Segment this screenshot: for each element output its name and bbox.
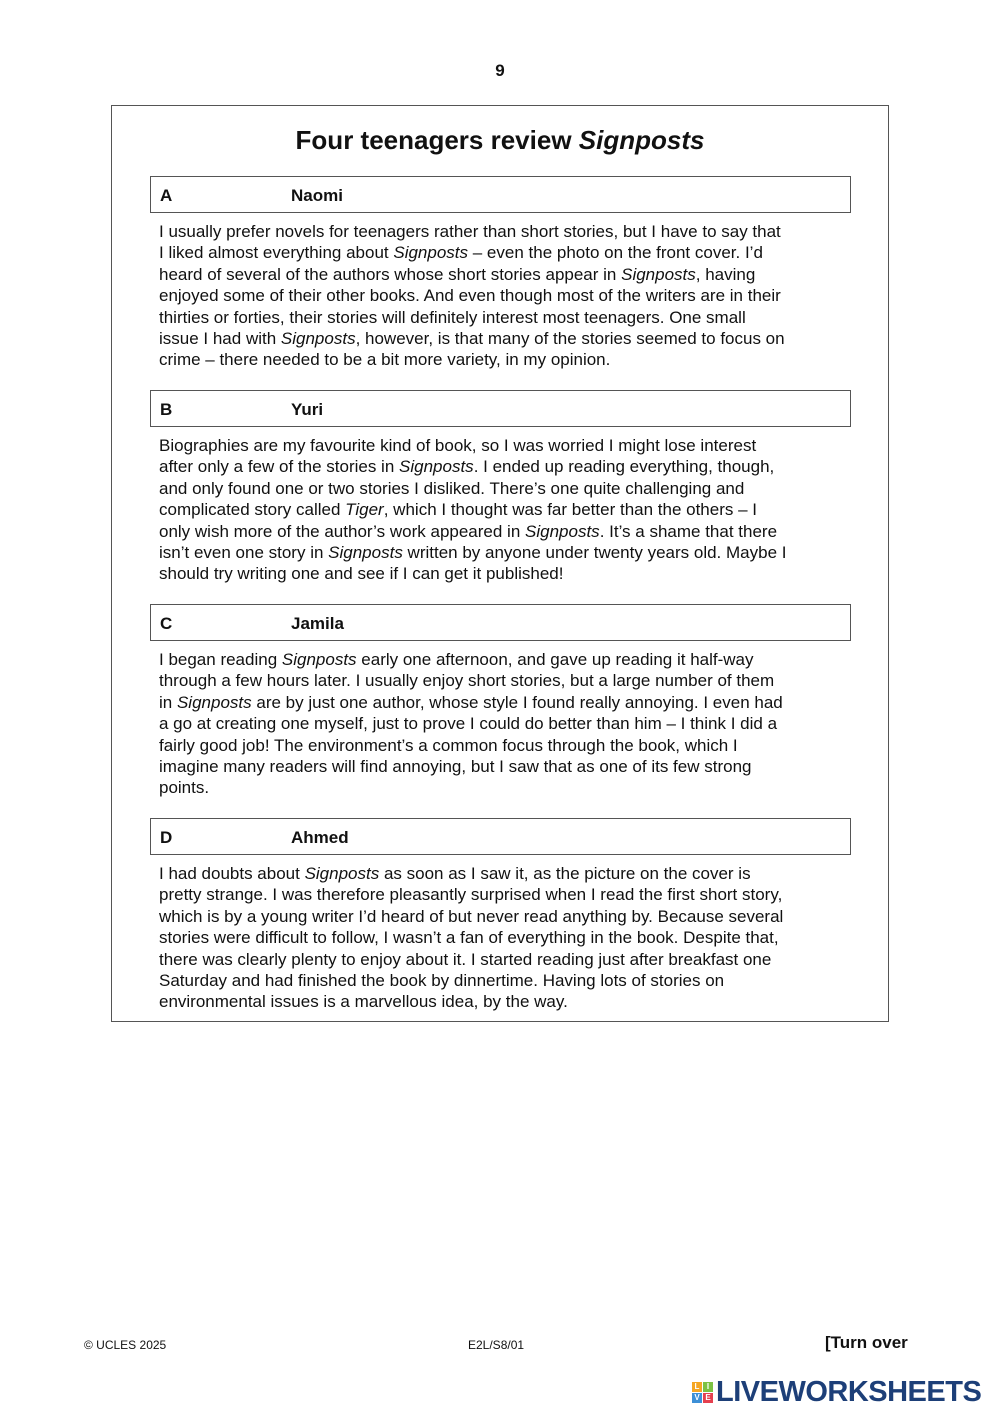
review-line xyxy=(159,884,851,905)
review-line xyxy=(159,563,851,584)
logo-tile: E xyxy=(703,1393,713,1403)
turn-over: [Turn over xyxy=(825,1333,908,1352)
review-line xyxy=(159,970,851,991)
italic-title: Signposts xyxy=(280,329,356,349)
review-line xyxy=(159,713,851,734)
text-run: there was clearly plenty to enjoy about it. I started reading just after breakfast one xyxy=(159,949,772,969)
text-run: are by just one author, whose style I found really annoying. I even had xyxy=(251,692,783,712)
reviewer-name: Naomi xyxy=(291,186,343,205)
text-run: , however, is that many of the stories seemed to focus on xyxy=(355,329,785,349)
text-run: through a few hours later. I usually enjoy short stories, but a large number of them xyxy=(159,671,775,691)
text-run: issue I had with xyxy=(159,329,281,349)
text-run: I liked almost everything about xyxy=(159,243,394,263)
logo-tiles-icon xyxy=(692,1382,713,1403)
text-run: pretty strange. I was therefore pleasantly surprised when I read the first short story, xyxy=(159,885,783,905)
review-line xyxy=(159,756,851,777)
text-run: I began reading xyxy=(159,650,282,669)
text-run: – even the photo on the front cover. I’d xyxy=(468,243,763,263)
review-line xyxy=(159,435,851,456)
review-line xyxy=(159,328,851,349)
text-run: which is by a young writer I’d heard of but never read anything by. Because several xyxy=(159,906,784,926)
text-run: environmental issues is a marvellous idea, by the way. xyxy=(159,992,568,1012)
review-line xyxy=(159,542,851,563)
review-header xyxy=(150,390,851,427)
text-run: imagine many readers will find annoying, but I saw that as one of its few strong xyxy=(159,757,752,777)
review-letter: A xyxy=(160,186,173,205)
reviewer-name: Jamila xyxy=(291,614,344,633)
review-section-c xyxy=(150,604,851,799)
text-run: crime – there needed to be a bit more variety, in my opinion. xyxy=(159,350,611,370)
reviewer-name: Yuri xyxy=(291,400,324,419)
review-line xyxy=(159,991,851,1012)
page-title xyxy=(0,125,1000,156)
text-run: , which I thought was far better than the others – I xyxy=(383,500,758,520)
review-line xyxy=(159,242,851,263)
copyright: © UCLES 2025 xyxy=(84,1338,167,1352)
text-run: Biographies are my favourite kind of book, so I was worried I might lose interest xyxy=(159,436,757,455)
review-line xyxy=(159,949,851,970)
text-run: . It’s a shame that there xyxy=(599,521,778,541)
text-run: as soon as I saw it, as the picture on the cover is xyxy=(379,864,751,883)
logo-tile: L xyxy=(692,1382,702,1392)
review-line xyxy=(159,499,851,520)
review-line xyxy=(159,927,851,948)
logo-tile: I xyxy=(703,1382,713,1392)
italic-title: Signposts xyxy=(281,650,357,669)
italic-title: Signposts xyxy=(399,457,474,477)
review-line xyxy=(159,285,851,306)
text-run: . I ended up reading everything, though, xyxy=(473,457,775,477)
liveworksheets-logo xyxy=(692,1376,981,1409)
review-line xyxy=(159,456,851,477)
review-line xyxy=(159,307,851,328)
review-text xyxy=(150,435,851,585)
review-line xyxy=(159,906,851,927)
review-line xyxy=(159,521,851,542)
logo-tile: V xyxy=(692,1393,702,1403)
page-number: 9 xyxy=(495,61,505,80)
text-run: early one afternoon, and gave up reading it half-way xyxy=(356,650,754,669)
review-header xyxy=(150,176,851,213)
text-run: thirties or forties, their stories will definitely interest most teenagers. One small xyxy=(159,307,746,327)
review-section-d xyxy=(150,818,851,1013)
text-run: and only found one or two stories I disliked. There’s one quite challenging and xyxy=(159,478,745,498)
text-run: in xyxy=(159,692,177,712)
italic-title: Signposts xyxy=(393,243,469,263)
text-run: Saturday and had finished the book by dinnertime. Having lots of stories on xyxy=(159,971,725,991)
review-line xyxy=(159,349,851,370)
italic-title: Signposts xyxy=(525,521,600,541)
review-text xyxy=(150,221,851,371)
text-run: heard of several of the authors whose short stories appear in xyxy=(159,264,622,284)
review-header xyxy=(150,818,851,855)
italic-title: Signposts xyxy=(304,864,380,883)
italic-title: Signposts xyxy=(621,264,696,284)
review-line xyxy=(159,264,851,285)
review-letter: C xyxy=(160,614,173,633)
review-text xyxy=(150,863,851,1013)
text-run: stories were difficult to follow, I wasn’t a fan of everything in the book. Despite that, xyxy=(159,928,779,948)
review-letter: B xyxy=(160,400,173,419)
review-line xyxy=(159,670,851,691)
text-run: complicated story called xyxy=(159,500,346,520)
review-line xyxy=(159,478,851,499)
review-line xyxy=(159,692,851,713)
logo-text: LIVEWORKSHEETS xyxy=(716,1376,982,1408)
text-run: I had doubts about xyxy=(159,864,305,883)
text-run: enjoyed some of their other books. And even though most of the writers are in their xyxy=(159,286,781,306)
review-section-b xyxy=(150,390,851,585)
paper-code: E2L/S8/01 xyxy=(468,1338,525,1352)
text-run: should try writing one and see if I can get it published! xyxy=(159,564,564,584)
text-run: points. xyxy=(159,778,210,798)
text-run: fairly good job! The environment’s a common focus through the book, which I xyxy=(159,735,738,755)
review-line xyxy=(159,863,851,884)
review-line xyxy=(159,649,851,670)
text-run: , having xyxy=(695,264,756,284)
reviewer-name: Ahmed xyxy=(291,828,349,847)
review-line xyxy=(159,735,851,756)
review-letter: D xyxy=(160,828,173,847)
text-run: a go at creating one myself, just to prove I could do better than him – I think I did a xyxy=(159,714,778,734)
review-line xyxy=(159,777,851,798)
text-run: only wish more of the author’s work appeared in xyxy=(159,521,526,541)
text-run: after only a few of the stories in xyxy=(159,457,400,477)
review-line xyxy=(159,221,851,242)
review-section-a xyxy=(150,176,851,371)
italic-title: Signposts xyxy=(328,543,403,563)
text-run: written by anyone under twenty years old. Maybe I xyxy=(402,543,787,563)
italic-title: Signposts xyxy=(176,692,252,712)
review-header xyxy=(150,604,851,641)
title-main: Four teenagers review xyxy=(295,125,579,155)
review-text xyxy=(150,649,851,799)
text-run: isn’t even one story in xyxy=(159,543,329,563)
title-italic: Signposts xyxy=(578,125,705,155)
italic-title: Tiger xyxy=(345,500,384,520)
text-run: I usually prefer novels for teenagers rather than short stories, but I have to say that xyxy=(159,222,781,241)
